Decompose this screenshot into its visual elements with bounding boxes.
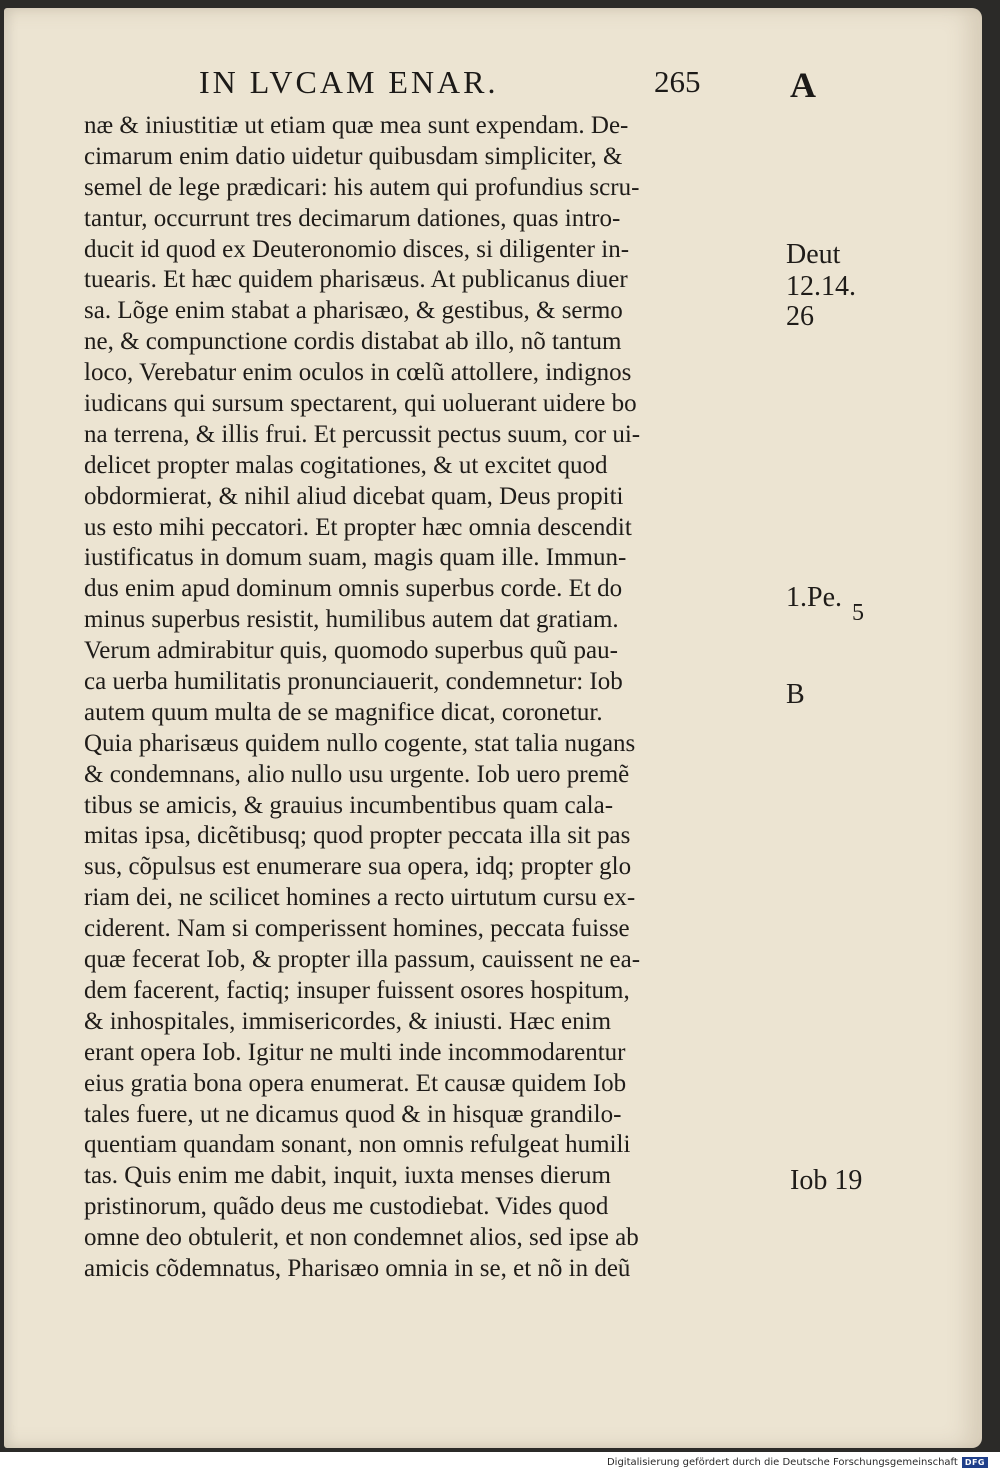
marginal-note-peter-chapter: 5 xyxy=(852,600,864,626)
text-line: Verum admirabitur quis, quomodo superbus quũ pau- xyxy=(84,637,618,665)
text-line: delicet propter malas cogitationes, & ut excitet quod xyxy=(84,451,608,479)
text-line: tales fuere, ut ne dicamus quod & in hisquæ grandilo- xyxy=(84,1100,622,1128)
text-line: iustificatus in domum suam, magis quam ille. Immun- xyxy=(84,544,627,572)
marginal-note-deut-chapter: 12.14. xyxy=(786,271,856,302)
text-line: us esto mihi peccatori. Et propter hæc omnia descendit xyxy=(84,513,632,541)
section-mark-b: B xyxy=(786,679,805,710)
signature-mark: A xyxy=(790,65,816,105)
text-line: semel de lege prædicari: his autem qui profundius scru- xyxy=(84,173,640,201)
footer-credit xyxy=(607,1457,988,1468)
text-line: tuearis. Et hæc quidem pharisæus. At publicanus diuer xyxy=(84,266,628,294)
text-line: obdormierat, & nihil aliud dicebat quam, Deus propiti xyxy=(84,482,624,510)
text-line: mitas ipsa, dicẽtibusq; quod propter peccata illa sit pas xyxy=(84,822,631,850)
text-line: ciderent. Nam si comperissent homines, peccata fuisse xyxy=(84,915,630,943)
footer-credit-text: Digitalisierung gefördert durch die Deutsche Forschungsgemeinschaft xyxy=(606,1457,958,1468)
text-line: Quia pharisæus quidem nullo cogente, stat talia nugans xyxy=(84,729,636,757)
text-line: sa. Lõge enim stabat a pharisæo, & gestibus, & sermo xyxy=(84,297,623,325)
text-line: autem quum multa de se magnifice dicat, coronetur. xyxy=(84,698,603,726)
text-line: quæ fecerat Iob, & propter illa passum, cauissent ne ea- xyxy=(84,946,641,974)
text-line: sus, cõpulsus est enumerare sua opera, idq; propter glo xyxy=(84,853,632,881)
marginal-note-deut-verse: 26 xyxy=(786,301,814,332)
text-line: & inhospitales, immisericordes, & iniusti. Hæc enim xyxy=(84,1007,612,1035)
text-line: loco, Verebatur enim oculos in cœlũ attollere, indignos xyxy=(84,359,632,387)
text-line: quentiam quandam sonant, non omnis refulgeat humili xyxy=(84,1131,631,1159)
text-line: cimarum enim datio uidetur quibusdam simpliciter, & xyxy=(84,142,623,170)
text-line: tas. Quis enim me dabit, inquit, iuxta menses dierum xyxy=(84,1162,612,1190)
marginal-note-peter: 1.Pe. xyxy=(786,582,842,613)
text-line: & condemnans, alio nullo usu urgente. Iob uero premẽ xyxy=(84,760,630,788)
text-line: omne deo obtulerit, et non condemnet alios, sed ipse ab xyxy=(84,1224,639,1252)
text-line: eius gratia bona opera enumerat. Et causæ quidem Iob xyxy=(84,1069,627,1097)
body-text xyxy=(84,111,784,1285)
text-line: pristinorum, quãdo deus me custodiebat. Vides quod xyxy=(84,1193,609,1221)
page-number: 265 xyxy=(654,64,701,99)
text-line: ne, & compunctione cordis distabat ab illo, nõ tantum xyxy=(84,328,622,356)
text-line: næ & iniustitiæ ut etiam quæ mea sunt expendam. De- xyxy=(84,112,629,139)
text-line: minus superbus resistit, humilibus autem dat gratiam. xyxy=(84,606,619,634)
text-line: tibus se amicis, & grauius incumbentibus quam cala- xyxy=(84,791,614,819)
text-line: dem facerent, factiq; insuper fuissent osores hospitum, xyxy=(84,976,630,1004)
dfg-logo: DFG xyxy=(962,1457,988,1468)
text-line: dus enim apud dominum omnis superbus corde. Et do xyxy=(84,575,623,603)
text-line: riam dei, ne scilicet homines a recto uirtutum cursu ex- xyxy=(84,884,636,912)
text-line: erant opera Iob. Igitur ne multi inde incommodarentur xyxy=(84,1038,626,1066)
text-line: amicis cõdemnatus, Pharisæo omnia in se, et nõ in deũ xyxy=(84,1254,631,1282)
text-line: ca uerba humilitatis pronunciauerit, condemnetur: Iob xyxy=(84,668,623,696)
book-page xyxy=(4,8,982,1448)
text-line: iudicans qui sursum spectarent, qui uoluerant uidere bo xyxy=(84,390,637,418)
running-head: IN LVCAM ENAR. xyxy=(199,64,499,100)
marginal-note-job: Iob 19 xyxy=(790,1165,863,1196)
marginal-note-deut: Deut xyxy=(786,239,841,270)
text-line: ducit id quod ex Deuteronomio disces, si diligenter in- xyxy=(84,235,630,263)
text-line: tantur, occurrunt tres decimarum dationes, quas intro- xyxy=(84,204,621,232)
text-line: na terrena, & illis frui. Et percussit pectus suum, cor ui- xyxy=(84,420,641,448)
